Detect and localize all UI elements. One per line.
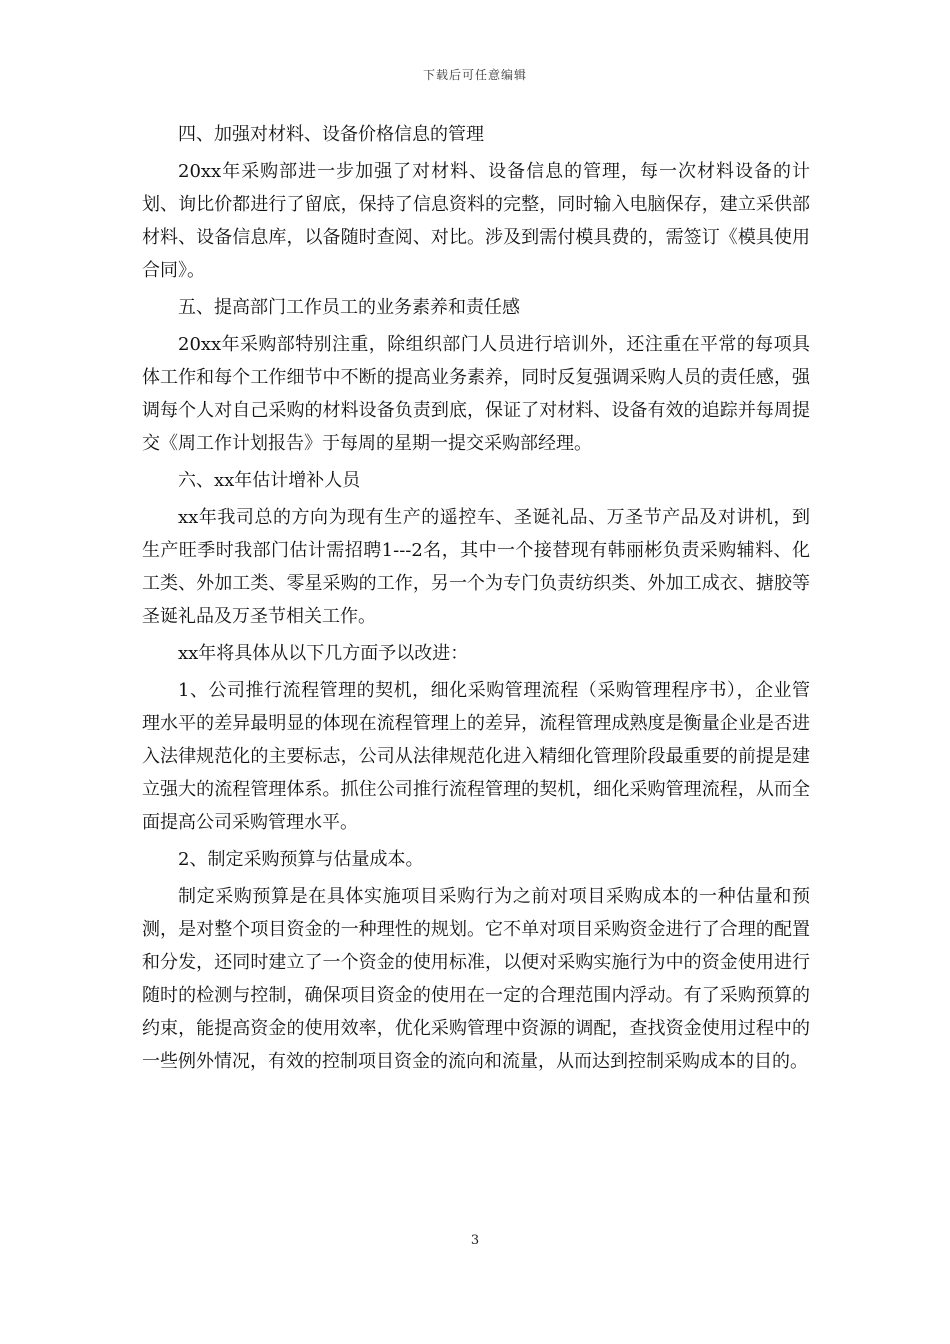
paragraph-intro: xx年将具体从以下几方面予以改进：	[178, 643, 469, 664]
list-item-1: 1、公司推行流程管理的契机，细化采购管理流程（采购管理程序书），企业管理水平的差异最明显的体现在流程管理上的差异，流程管理成熟度是衡量企业是否进入法律规范化的主要标志，公司从法律规范化进入精细化管理阶段最重要的前提是建立强大的流程管理体系。抓住公司推行流程管理的契机，细化采购管理流程，从而全面提高公司采购管理水平。	[142, 680, 810, 833]
paragraph: 20xx年采购部进一步加强了对材料、设备信息的管理，每一次材料设备的计划、询比价都进行了留底，保持了信息资料的完整，同时输入电脑保存，建立采供部材料、设备信息库，以备随时查阅、对比。涉及到需付模具费的，需签订《模具使用合同》。	[142, 161, 810, 281]
page-header: 下载后可任意编辑	[422, 68, 527, 82]
list-item-2: 2、制定采购预算与估量成本。	[178, 849, 424, 870]
page-number: 3	[470, 1233, 480, 1248]
paragraph: 20xx年采购部特别注重，除组织部门人员进行培训外，还注重在平常的每项具体工作和每个工作细节中不断的提高业务素养，同时反复强调采购人员的责任感，强调每个人对自己采购的材料设备负责到底，保证了对材料、设备有效的追踪并每周提交《周工作计划报告》于每周的星期一提交采购部经理。	[142, 334, 810, 454]
document-body	[142, 118, 810, 1082]
section-heading-5: 五、提高部门工作员工的业务素养和责任感	[178, 297, 520, 318]
paragraph: xx年我司总的方向为现有生产的遥控车、圣诞礼品、万圣节产品及对讲机，到生产旺季时我部门估计需招聘1---2名，其中一个接替现有韩丽彬负责采购辅料、化工类、外加工类、零星采购的工作，另一个为专门负责纺织类、外加工成衣、搪胶等圣诞礼品及万圣节相关工作。	[142, 507, 810, 627]
section-heading-6: 六、xx年估计增补人员	[178, 470, 361, 491]
paragraph: 制定采购预算是在具体实施项目采购行为之前对项目采购成本的一种估量和预测，是对整个项目资金的一种理性的规划。它不单对项目采购资金进行了合理的配置和分发，还同时建立了一个资金的使用标准，以便对采购实施行为中的资金使用进行随时的检测与控制，确保项目资金的使用在一定的合理范围内浮动。有了采购预算的约束，能提高资金的使用效率，优化采购管理中资源的调配，查找资金使用过程中的一些例外情况，有效的控制项目资金的流向和流量，从而达到控制采购成本的目的。	[142, 886, 810, 1072]
section-heading-4: 四、加强对材料、设备价格信息的管理	[178, 124, 484, 145]
